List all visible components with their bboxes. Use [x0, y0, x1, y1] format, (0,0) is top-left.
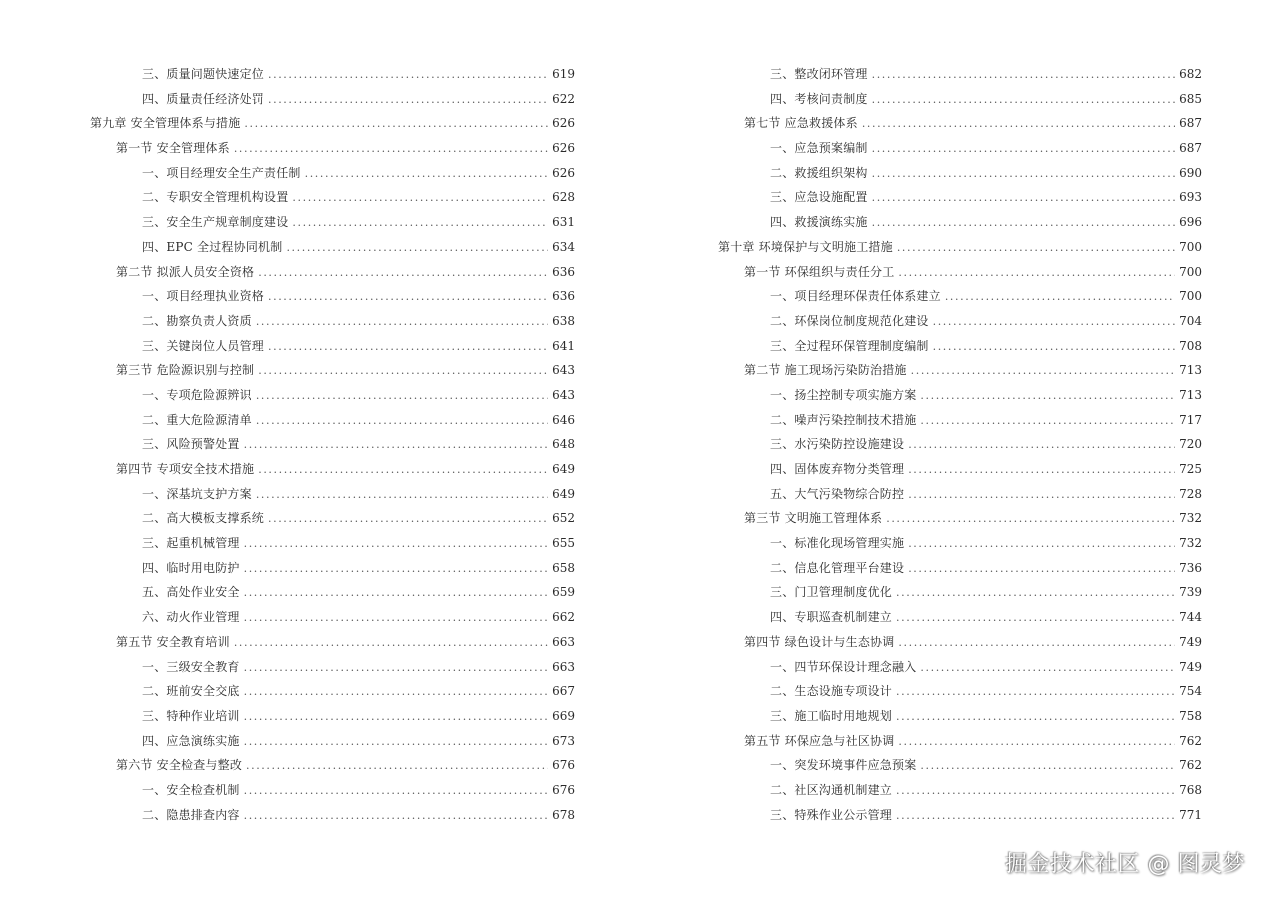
- toc-entry-title: 第三节 文明施工管理体系: [744, 511, 883, 526]
- toc-entry[interactable]: [90, 334, 575, 359]
- toc-dot-leader: [258, 458, 548, 483]
- toc-dot-leader: [933, 335, 1175, 360]
- toc-entry[interactable]: [718, 334, 1202, 359]
- toc-entry-page-number: 622: [552, 91, 575, 106]
- toc-entry[interactable]: [90, 136, 575, 161]
- toc-entry-title: 四、固体废弃物分类管理: [770, 462, 905, 476]
- toc-dot-leader: [908, 458, 1175, 483]
- toc-entry[interactable]: [718, 185, 1202, 210]
- toc-dot-leader: [244, 606, 548, 631]
- toc-entry[interactable]: [718, 260, 1202, 285]
- toc-entry-page-number: 652: [552, 511, 575, 526]
- toc-entry[interactable]: [718, 87, 1202, 112]
- toc-entry-title: 二、专职安全管理机构设置: [142, 190, 289, 205]
- toc-entry-title: 五、高处作业安全: [142, 585, 240, 600]
- toc-dot-leader: [920, 656, 1175, 681]
- toc-entry-title: 第一节 安全管理体系: [116, 141, 230, 156]
- toc-dot-leader: [244, 680, 548, 705]
- toc-entry[interactable]: [718, 432, 1202, 457]
- toc-dot-leader: [920, 754, 1175, 779]
- toc-entry-page-number: 662: [552, 610, 575, 625]
- toc-entry[interactable]: [718, 679, 1202, 704]
- toc-entry[interactable]: [90, 284, 575, 309]
- toc-entry-page-number: 648: [552, 437, 575, 452]
- toc-dot-leader: [872, 186, 1175, 211]
- toc-entry-title: 三、施工临时用地规划: [770, 708, 893, 723]
- toc-entry-title: 一、项目经理执业资格: [142, 289, 265, 304]
- toc-entry-title: 二、生态设施专项设计: [770, 684, 893, 699]
- toc-entry[interactable]: [90, 556, 575, 581]
- toc-entry-page-number: 663: [552, 634, 575, 649]
- toc-entry-title: 四、质量责任经济处罚: [142, 91, 265, 106]
- toc-dot-leader: [898, 261, 1175, 286]
- toc-dot-leader: [256, 409, 548, 434]
- toc-entry-page-number: 725: [1179, 462, 1202, 476]
- toc-entry-title: 第五节 环保应急与社区协调: [744, 733, 895, 748]
- toc-entry[interactable]: [718, 556, 1202, 581]
- toc-dot-leader: [920, 384, 1175, 409]
- toc-entry-title: 二、社区沟通机制建立: [770, 782, 893, 797]
- toc-entry[interactable]: [90, 408, 575, 433]
- toc-entry[interactable]: [718, 531, 1202, 556]
- toc-entry[interactable]: [718, 482, 1202, 507]
- toc-dot-leader: [862, 112, 1175, 137]
- toc-entry-page-number: 696: [1179, 215, 1202, 230]
- toc-entry-title: 三、特殊作业公示管理: [770, 807, 893, 822]
- toc-entry-page-number: 771: [1179, 807, 1202, 822]
- toc-dot-leader: [908, 483, 1175, 508]
- toc-entry[interactable]: [718, 457, 1202, 482]
- toc-entry-page-number: 693: [1179, 190, 1202, 205]
- toc-dot-leader: [908, 532, 1175, 557]
- toc-entry-title: 三、质量问题快速定位: [142, 67, 265, 81]
- toc-entry[interactable]: [718, 630, 1202, 655]
- toc-dot-leader: [896, 581, 1175, 606]
- toc-entry[interactable]: [90, 803, 575, 828]
- toc-list-left: [90, 62, 575, 827]
- toc-entry-title: 二、勘察负责人资质: [142, 313, 252, 328]
- toc-entry-page-number: 676: [552, 782, 575, 797]
- toc-entry-page-number: 732: [1179, 511, 1202, 526]
- toc-entry-title: 一、项目经理环保责任体系建立: [770, 289, 941, 304]
- toc-entry-page-number: 636: [552, 289, 575, 304]
- toc-entry[interactable]: [90, 383, 575, 408]
- toc-entry-title: 三、风险预警处置: [142, 437, 240, 452]
- watermark-text: 掘金技术社区 @ 图灵梦: [1005, 852, 1245, 877]
- toc-entry[interactable]: [90, 457, 575, 482]
- toc-entry[interactable]: [90, 655, 575, 680]
- toc-entry-page-number: 700: [1179, 289, 1202, 304]
- toc-entry[interactable]: [718, 729, 1202, 754]
- toc-entry[interactable]: [718, 778, 1202, 803]
- toc-entry[interactable]: [718, 753, 1202, 778]
- toc-entry-page-number: 663: [552, 659, 575, 674]
- toc-dot-leader: [908, 433, 1175, 458]
- toc-entry-page-number: 762: [1179, 758, 1202, 773]
- toc-dot-leader: [244, 804, 548, 829]
- toc-entry[interactable]: [90, 111, 575, 136]
- toc-entry-page-number: 708: [1179, 338, 1202, 353]
- toc-entry[interactable]: [90, 506, 575, 531]
- toc-dot-leader: [244, 532, 548, 557]
- toc-dot-leader: [258, 261, 548, 286]
- toc-dot-leader: [292, 186, 548, 211]
- toc-entry-title: 三、起重机械管理: [142, 536, 240, 551]
- toc-entry[interactable]: [90, 605, 575, 630]
- toc-entry[interactable]: [90, 432, 575, 457]
- toc-entry-title: 四、救援演练实施: [770, 215, 868, 230]
- toc-dot-leader: [886, 507, 1175, 532]
- toc-entry-page-number: 749: [1179, 634, 1202, 649]
- toc-entry-title: 第六节 安全检查与整改: [116, 758, 243, 773]
- toc-entry-page-number: 667: [552, 684, 575, 699]
- toc-entry-title: 四、考核问责制度: [770, 91, 868, 106]
- toc-entry-title: 二、班前安全交底: [142, 684, 240, 699]
- toc-dot-leader: [896, 779, 1175, 804]
- toc-dot-leader: [246, 754, 548, 779]
- toc-entry-title: 第十章 环境保护与文明施工措施: [718, 239, 893, 254]
- toc-dot-leader: [305, 162, 548, 187]
- toc-entry[interactable]: [718, 161, 1202, 186]
- toc-entry-title: 五、大气污染物综合防控: [770, 486, 905, 501]
- toc-entry-page-number: 700: [1179, 239, 1202, 254]
- toc-entry-page-number: 762: [1179, 733, 1202, 748]
- toc-entry-page-number: 626: [552, 165, 575, 180]
- toc-entry-page-number: 720: [1179, 437, 1202, 452]
- toc-entry-title: 二、噪声污染控制技术措施: [770, 412, 917, 427]
- toc-entry[interactable]: [90, 161, 575, 186]
- toc-dot-leader: [911, 359, 1175, 384]
- toc-entry[interactable]: [718, 62, 1202, 87]
- toc-dot-leader: [292, 211, 548, 236]
- toc-dot-leader: [898, 631, 1175, 656]
- toc-entry-title: 第五节 安全教育培训: [116, 634, 230, 649]
- toc-dot-leader: [244, 433, 548, 458]
- toc-entry[interactable]: [718, 605, 1202, 630]
- toc-entry-title: 二、信息化管理平台建设: [770, 560, 905, 575]
- toc-entry-page-number: 739: [1179, 585, 1202, 600]
- toc-entry[interactable]: [90, 630, 575, 655]
- toc-right-page: [634, 0, 1267, 900]
- toc-entry-page-number: 631: [552, 215, 575, 230]
- toc-dot-leader: [234, 137, 548, 162]
- toc-dot-leader: [244, 656, 548, 681]
- toc-entry[interactable]: [718, 655, 1202, 680]
- toc-entry-title: 一、扬尘控制专项实施方案: [770, 387, 917, 402]
- toc-entry-title: 一、应急预案编制: [770, 141, 868, 156]
- toc-entry-title: 第二节 拟派人员安全资格: [116, 264, 255, 279]
- toc-dot-leader: [896, 606, 1175, 631]
- toc-dot-leader: [244, 557, 548, 582]
- toc-dot-leader: [872, 162, 1175, 187]
- toc-dot-leader: [896, 680, 1175, 705]
- toc-entry-title: 四、专职巡查机制建立: [770, 610, 893, 625]
- toc-entry-page-number: 655: [552, 536, 575, 551]
- toc-dot-leader: [256, 483, 548, 508]
- toc-dot-leader: [872, 137, 1175, 162]
- toc-entry-title: 六、动火作业管理: [142, 610, 240, 625]
- toc-entry-page-number: 687: [1179, 141, 1202, 156]
- toc-entry-page-number: 649: [552, 486, 575, 501]
- toc-entry[interactable]: [90, 679, 575, 704]
- toc-list-right: [718, 62, 1202, 827]
- toc-entry-page-number: 659: [552, 585, 575, 600]
- toc-dot-leader: [268, 335, 548, 360]
- toc-entry[interactable]: [90, 704, 575, 729]
- toc-entry-title: 三、全过程环保管理制度编制: [770, 338, 929, 353]
- toc-entry[interactable]: [718, 408, 1202, 433]
- toc-entry-page-number: 636: [552, 264, 575, 279]
- toc-entry[interactable]: [718, 704, 1202, 729]
- toc-entry-page-number: 669: [552, 708, 575, 723]
- toc-entry-page-number: 713: [1179, 387, 1202, 402]
- toc-dot-leader: [256, 310, 548, 335]
- toc-entry-title: 四、应急演练实施: [142, 733, 240, 748]
- toc-dot-leader: [268, 507, 548, 532]
- toc-entry-title: 第三节 危险源识别与控制: [116, 363, 255, 378]
- toc-dot-leader: [896, 804, 1175, 829]
- toc-entry[interactable]: [718, 580, 1202, 605]
- toc-entry-page-number: 634: [552, 239, 575, 254]
- toc-dot-leader: [286, 236, 548, 261]
- toc-dot-leader: [897, 236, 1175, 261]
- toc-entry-page-number: 754: [1179, 684, 1202, 699]
- toc-entry-page-number: 700: [1179, 264, 1202, 279]
- toc-entry[interactable]: [90, 87, 575, 112]
- toc-dot-leader: [256, 384, 548, 409]
- toc-entry-title: 一、专项危险源辨识: [142, 387, 252, 402]
- toc-dot-leader: [896, 705, 1175, 730]
- toc-entry-page-number: 626: [552, 116, 575, 131]
- toc-entry-page-number: 658: [552, 560, 575, 575]
- toc-entry[interactable]: [718, 358, 1202, 383]
- toc-entry[interactable]: [90, 185, 575, 210]
- toc-entry-page-number: 643: [552, 363, 575, 378]
- toc-entry-title: 第四节 专项安全技术措施: [116, 462, 255, 476]
- toc-entry-title: 一、突发环境事件应急预案: [770, 758, 917, 773]
- toc-entry-title: 一、项目经理安全生产责任制: [142, 165, 301, 180]
- toc-dot-leader: [268, 285, 548, 310]
- toc-entry[interactable]: [90, 531, 575, 556]
- toc-entry-title: 一、深基坑支护方案: [142, 486, 252, 501]
- toc-entry-page-number: 758: [1179, 708, 1202, 723]
- toc-entry[interactable]: [718, 383, 1202, 408]
- toc-entry[interactable]: [718, 284, 1202, 309]
- toc-entry[interactable]: [90, 753, 575, 778]
- toc-dot-leader: [908, 557, 1175, 582]
- toc-entry-title: 二、重大危险源清单: [142, 412, 252, 427]
- toc-entry-page-number: 744: [1179, 610, 1202, 625]
- toc-dot-leader: [920, 409, 1175, 434]
- toc-entry[interactable]: [90, 729, 575, 754]
- toc-entry-page-number: 732: [1179, 536, 1202, 551]
- toc-entry-page-number: 768: [1179, 782, 1202, 797]
- toc-entry-title: 第九章 安全管理体系与措施: [90, 116, 241, 131]
- toc-entry-title: 二、环保岗位制度规范化建设: [770, 313, 929, 328]
- toc-entry-title: 一、安全检查机制: [142, 782, 240, 797]
- toc-entry[interactable]: [90, 309, 575, 334]
- toc-entry-title: 二、救援组织架构: [770, 165, 868, 180]
- toc-dot-leader: [244, 581, 548, 606]
- toc-entry[interactable]: [90, 778, 575, 803]
- toc-dot-leader: [244, 779, 548, 804]
- toc-entry-title: 二、高大模板支撑系统: [142, 511, 265, 526]
- toc-entry-title: 三、安全生产规章制度建设: [142, 215, 289, 230]
- toc-dot-leader: [244, 730, 548, 755]
- toc-entry-title: 第七节 应急救援体系: [744, 116, 858, 131]
- toc-entry-title: 一、四节环保设计理念融入: [770, 659, 917, 674]
- toc-entry-page-number: 736: [1179, 560, 1202, 575]
- toc-entry-page-number: 628: [552, 190, 575, 205]
- toc-entry-title: 三、特种作业培训: [142, 708, 240, 723]
- toc-entry-title: 第二节 施工现场污染防治措施: [744, 363, 907, 378]
- toc-entry[interactable]: [718, 235, 1202, 260]
- toc-entry-page-number: 638: [552, 313, 575, 328]
- toc-entry-page-number: 619: [552, 67, 575, 81]
- toc-entry-page-number: 728: [1179, 486, 1202, 501]
- toc-entry-title: 二、隐患排查内容: [142, 807, 240, 822]
- toc-entry[interactable]: [90, 482, 575, 507]
- toc-entry-title: 四、临时用电防护: [142, 560, 240, 575]
- toc-entry-title: 第四节 绿色设计与生态协调: [744, 634, 895, 649]
- toc-entry-title: 一、标准化现场管理实施: [770, 536, 905, 551]
- toc-entry[interactable]: [90, 235, 575, 260]
- toc-entry-title: 三、整改闭环管理: [770, 67, 868, 81]
- toc-dot-leader: [898, 730, 1175, 755]
- toc-entry-page-number: 646: [552, 412, 575, 427]
- toc-entry-title: 四、EPC 全过程协同机制: [142, 239, 283, 254]
- toc-dot-leader: [244, 112, 548, 137]
- toc-entry-page-number: 713: [1179, 363, 1202, 378]
- toc-entry[interactable]: [90, 210, 575, 235]
- toc-entry[interactable]: [718, 136, 1202, 161]
- toc-dot-leader: [945, 285, 1175, 310]
- toc-entry-title: 第一节 环保组织与责任分工: [744, 264, 895, 279]
- toc-dot-leader: [872, 211, 1175, 236]
- toc-dot-leader: [268, 63, 548, 88]
- toc-entry[interactable]: [90, 358, 575, 383]
- toc-entry-page-number: 682: [1179, 67, 1202, 81]
- toc-entry[interactable]: [718, 309, 1202, 334]
- toc-entry[interactable]: [90, 580, 575, 605]
- toc-entry-page-number: 704: [1179, 313, 1202, 328]
- toc-dot-leader: [258, 359, 548, 384]
- toc-entry[interactable]: [90, 62, 575, 87]
- toc-entry-page-number: 676: [552, 758, 575, 773]
- toc-dot-leader: [234, 631, 548, 656]
- toc-entry-page-number: 685: [1179, 91, 1202, 106]
- toc-entry[interactable]: [90, 260, 575, 285]
- toc-dot-leader: [872, 88, 1175, 113]
- toc-entry-page-number: 717: [1179, 412, 1202, 427]
- toc-dot-leader: [933, 310, 1175, 335]
- toc-dot-leader: [244, 705, 548, 730]
- toc-entry-page-number: 649: [552, 462, 575, 476]
- toc-entry-title: 一、三级安全教育: [142, 659, 240, 674]
- toc-entry-title: 三、关键岗位人员管理: [142, 338, 265, 353]
- toc-entry[interactable]: [718, 803, 1202, 828]
- toc-entry-title: 三、水污染防控设施建设: [770, 437, 905, 452]
- toc-dot-leader: [268, 88, 548, 113]
- toc-entry-page-number: 678: [552, 807, 575, 822]
- toc-entry-page-number: 687: [1179, 116, 1202, 131]
- toc-entry-page-number: 643: [552, 387, 575, 402]
- toc-dot-leader: [872, 63, 1175, 88]
- toc-entry-page-number: 749: [1179, 659, 1202, 674]
- toc-entry-page-number: 690: [1179, 165, 1202, 180]
- toc-entry[interactable]: [718, 210, 1202, 235]
- toc-entry-title: 三、应急设施配置: [770, 190, 868, 205]
- toc-entry-title: 三、门卫管理制度优化: [770, 585, 893, 600]
- toc-entry[interactable]: [718, 111, 1202, 136]
- toc-entry-page-number: 626: [552, 141, 575, 156]
- toc-entry-page-number: 673: [552, 733, 575, 748]
- toc-entry-page-number: 641: [552, 338, 575, 353]
- toc-entry[interactable]: [718, 506, 1202, 531]
